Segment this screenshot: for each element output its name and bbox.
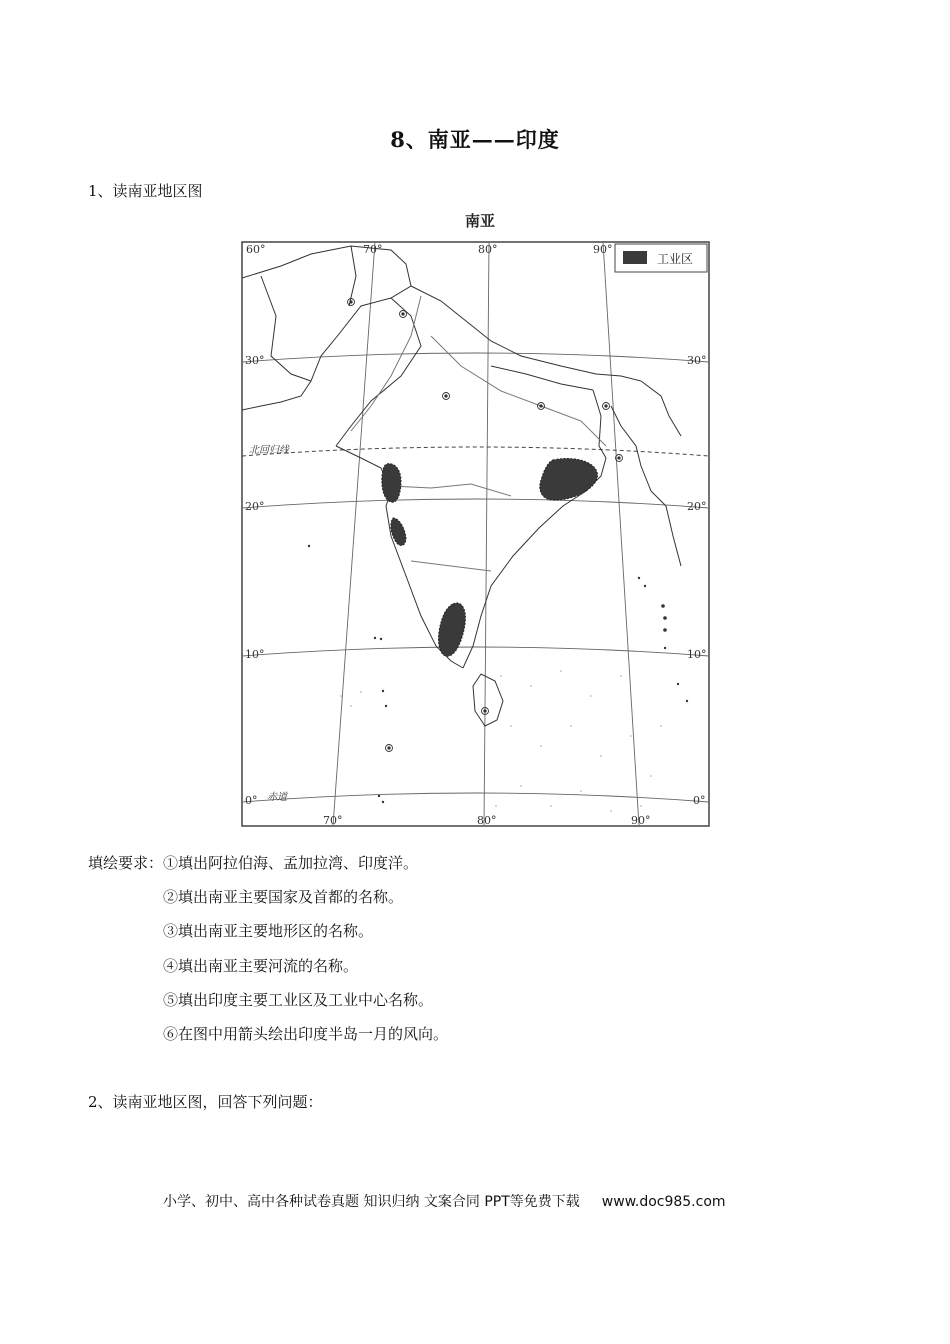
requirement-item-3: ③填出南亚主要地形区的名称。: [163, 922, 374, 940]
longitude-lines: [333, 242, 639, 826]
legend-label: 工业区: [657, 252, 694, 266]
requirement-item-2: ②填出南亚主要国家及首都的名称。: [163, 888, 404, 906]
lat-label-0: 0°: [245, 794, 258, 807]
requirement-item-4: ④填出南亚主要河流的名称。: [163, 957, 359, 975]
lat-label-0-right: 0°: [693, 794, 706, 807]
lat-label-20-right: 20°: [687, 500, 707, 513]
tropic-of-cancer-line: [242, 447, 709, 456]
lon-label-60: 60°: [246, 243, 266, 256]
industrial-region-gujarat: [382, 464, 401, 503]
land-outlines: [242, 246, 681, 726]
industrial-region-south: [438, 603, 465, 656]
lon-label-70-bottom: 70°: [323, 814, 343, 827]
lat-label-30-right: 30°: [687, 354, 707, 367]
lon-label-80-bottom: 80°: [477, 814, 497, 827]
footer-text: 小学、初中、高中各种试卷真题 知识归纳 文案合同 PPT等免费下载: [163, 1194, 580, 1210]
industrial-regions: [382, 459, 598, 657]
lat-label-30: 30°: [245, 354, 265, 367]
map-legend: [615, 244, 707, 272]
lat-label-10-right: 10°: [687, 648, 707, 661]
legend-swatch: [623, 251, 647, 264]
lon-label-90: 90°: [593, 243, 613, 256]
lat-label-20: 20°: [245, 500, 265, 513]
footer-url[interactable]: www.doc985.com: [601, 1194, 726, 1210]
lat-label-10: 10°: [245, 648, 265, 661]
south-asia-map: [241, 206, 711, 828]
page-title: 8、南亚——印度: [390, 127, 560, 152]
lon-label-70: 70°: [363, 243, 383, 256]
question-1: 1、读南亚地区图: [88, 182, 203, 200]
tropic-label: 北回归线: [249, 445, 289, 456]
small-islands: [308, 545, 688, 803]
question-2: 2、读南亚地区图，回答下列问题：: [88, 1093, 323, 1111]
map-title: 南亚: [464, 212, 496, 230]
requirement-item-1: ①填出阿拉伯海、孟加拉湾、印度洋。: [163, 854, 419, 872]
requirements-prefix: 填绘要求：: [88, 854, 164, 872]
lon-label-80: 80°: [478, 243, 498, 256]
footer: [163, 1191, 726, 1211]
industrial-region-kolkata: [540, 459, 598, 501]
requirement-item-6: ⑥在图中用箭头绘出印度半岛一月的风向。: [163, 1025, 449, 1043]
map-frame: [242, 242, 709, 826]
requirement-line-1: [88, 852, 418, 873]
ocean-stipple: [340, 670, 662, 812]
equator-label: 赤道: [267, 792, 287, 803]
lon-label-90-bottom: 90°: [631, 814, 651, 827]
requirement-item-5: ⑤填出印度主要工业区及工业中心名称。: [163, 991, 434, 1009]
